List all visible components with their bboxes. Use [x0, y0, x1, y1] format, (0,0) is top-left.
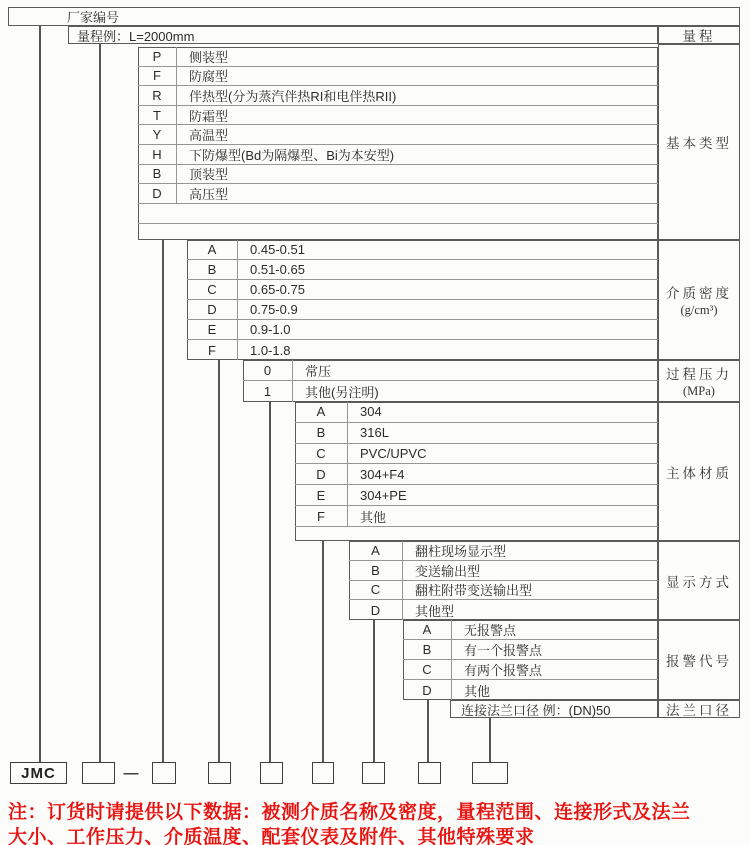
group-label-text: 主体材质 — [666, 465, 732, 481]
connector-display-mode — [373, 620, 375, 762]
option-code: D — [138, 184, 177, 203]
option-code: H — [138, 145, 177, 164]
option-row-medium-density-B — [187, 260, 658, 280]
manufacturer-code-row — [8, 7, 740, 26]
option-desc: 翻柱现场显示型 — [415, 543, 507, 559]
option-desc: 伴热型(分为蒸汽伴热RI和电伴热RII) — [189, 88, 397, 104]
group-label-flange-size — [658, 700, 740, 718]
option-code: B — [138, 165, 177, 184]
option-code: 0 — [243, 360, 293, 380]
model-separator: — — [123, 764, 139, 782]
option-row-display-mode-D — [349, 600, 658, 620]
option-code: A — [403, 620, 452, 639]
option-row-body-material-E — [295, 485, 658, 506]
group-label-subtext: (g/cm³) — [680, 303, 718, 317]
group-label-text: 报警代号 — [666, 654, 732, 669]
option-code: C — [349, 581, 403, 600]
option-row-basic-type-P — [138, 47, 658, 67]
option-desc: 304+PE — [360, 487, 407, 503]
option-row-basic-type-H — [138, 145, 658, 165]
option-code: B — [349, 561, 403, 580]
option-desc: 1.0-1.8 — [250, 342, 291, 358]
option-desc: 有一个报警点 — [464, 643, 543, 658]
connector-manufacturer — [39, 26, 41, 762]
group-label-text: 量程 — [682, 29, 716, 44]
connector-flange-size — [489, 718, 491, 762]
option-code: C — [295, 444, 348, 464]
option-row-medium-density-A — [187, 240, 658, 260]
option-desc: 0.51-0.65 — [250, 262, 305, 277]
option-row-basic-type-D — [138, 184, 658, 204]
group-label-text: 法兰口径 — [666, 703, 732, 718]
empty-row — [138, 204, 658, 224]
option-code: D — [349, 600, 403, 620]
group-label-text: 基本类型 — [666, 136, 732, 151]
option-code: A — [295, 402, 348, 422]
option-row-medium-density-E — [187, 320, 658, 340]
group-label-process-pressure — [658, 360, 740, 402]
order-box-alarm-code — [418, 762, 441, 784]
option-desc: 高温型 — [189, 128, 229, 144]
option-desc: 其他 — [360, 509, 387, 525]
option-row-body-material-A — [295, 402, 658, 423]
option-row-display-mode-B — [349, 561, 658, 581]
connector-range — [99, 44, 101, 762]
order-box-medium-density — [208, 762, 231, 784]
option-code: C — [403, 660, 452, 679]
option-code: F — [138, 67, 177, 86]
option-row-basic-type-R — [138, 86, 658, 106]
option-desc: 0.75-0.9 — [250, 302, 298, 317]
order-box-process-pressure — [260, 762, 283, 784]
option-desc: 其他 — [464, 683, 491, 699]
order-note-line1: 注：订货时请提供以下数据：被测介质名称及密度，量程范围、连接形式及法兰 — [8, 802, 691, 823]
empty-row — [295, 527, 658, 541]
option-code: D — [187, 300, 238, 319]
group-label-text: 显示方式 — [666, 574, 732, 590]
order-note-line2: 大小、工作压力、介质温度、配套仪表及附件、其他特殊要求 — [8, 827, 535, 845]
option-row-medium-density-D — [187, 300, 658, 320]
flange-size-text: 连接法兰口径 例：(DN)50 — [461, 702, 611, 718]
connector-alarm-code — [427, 700, 429, 762]
option-desc: 高压型 — [189, 186, 229, 202]
option-row-body-material-C — [295, 444, 658, 465]
option-code: E — [295, 485, 348, 505]
range-example-row — [68, 26, 658, 44]
order-box-flange-size — [472, 762, 508, 784]
option-row-medium-density-F — [187, 340, 658, 360]
option-row-display-mode-C — [349, 581, 658, 601]
option-code: T — [138, 106, 177, 125]
option-desc: 侧装型 — [189, 49, 229, 65]
option-desc: 常压 — [305, 363, 332, 379]
option-desc: 304 — [360, 404, 382, 420]
option-code: F — [187, 340, 238, 360]
group-label-range — [658, 26, 740, 44]
option-code: A — [187, 240, 238, 259]
option-row-basic-type-B — [138, 165, 658, 185]
option-code: R — [138, 86, 177, 105]
option-row-basic-type-F — [138, 67, 658, 87]
option-row-display-mode-A — [349, 541, 658, 561]
option-desc: 防腐型 — [189, 69, 229, 85]
option-row-process-pressure-0 — [243, 360, 658, 381]
option-row-body-material-B — [295, 423, 658, 444]
option-desc: 无报警点 — [464, 623, 517, 638]
option-code: 1 — [243, 381, 293, 402]
option-row-process-pressure-1 — [243, 381, 658, 402]
range-example-text: 量程例：L=2000mm — [77, 28, 195, 44]
group-label-text: 过程压力 — [666, 367, 732, 382]
option-desc: 翻柱附带变送输出型 — [415, 583, 533, 599]
option-code: B — [295, 423, 348, 443]
connector-basic-type — [162, 240, 164, 762]
order-box-basic-type — [152, 762, 176, 784]
option-row-body-material-D — [295, 464, 658, 485]
option-code: D — [295, 464, 348, 484]
option-desc: 其他型 — [415, 603, 455, 619]
option-row-alarm-code-B — [403, 640, 658, 660]
group-label-medium-density — [658, 240, 740, 360]
option-row-basic-type-T — [138, 106, 658, 126]
option-code: D — [403, 680, 452, 700]
option-code: Y — [138, 125, 177, 144]
group-label-body-material — [658, 402, 740, 541]
group-label-subtext: (MPa) — [683, 384, 715, 398]
option-desc: 防霜型 — [189, 108, 229, 124]
order-box-display-mode — [362, 762, 385, 784]
group-label-text: 介质密度 — [666, 286, 732, 301]
option-desc: 0.9-1.0 — [250, 322, 291, 337]
option-row-alarm-code-A — [403, 620, 658, 640]
group-label-alarm-code — [658, 620, 740, 700]
option-code: C — [187, 280, 238, 299]
option-code: P — [138, 47, 177, 66]
option-code: E — [187, 320, 238, 339]
option-row-alarm-code-C — [403, 660, 658, 680]
order-box-manufacturer — [10, 762, 67, 784]
option-desc: 0.45-0.51 — [250, 242, 305, 257]
option-row-medium-density-C — [187, 280, 658, 300]
connector-process-pressure — [269, 402, 271, 762]
order-box-range — [82, 762, 115, 784]
option-code: F — [295, 506, 348, 526]
connector-body-material — [322, 541, 324, 762]
order-box-body-material — [312, 762, 334, 784]
option-row-alarm-code-D — [403, 680, 658, 700]
option-code: A — [349, 541, 403, 560]
option-row-basic-type-Y — [138, 125, 658, 145]
option-code: B — [403, 640, 452, 659]
option-desc: 304+F4 — [360, 466, 405, 482]
option-desc: 变送输出型 — [415, 563, 481, 579]
option-desc: PVC/UPVC — [360, 446, 427, 462]
option-desc: 下防爆型(Bd为隔爆型、Bi为本安型) — [189, 147, 395, 163]
manufacturer-code-label: 厂家编号 — [67, 10, 120, 25]
group-label-basic-type — [658, 44, 740, 240]
connector-medium-density — [218, 360, 220, 762]
option-row-body-material-F — [295, 506, 658, 527]
flange-size-row — [450, 700, 658, 718]
option-desc: 0.65-0.75 — [250, 282, 305, 297]
option-code: B — [187, 260, 238, 279]
option-desc: 顶装型 — [189, 167, 229, 183]
model-prefix-label: JMC — [21, 764, 56, 782]
option-desc: 有两个报警点 — [464, 663, 543, 678]
option-desc: 其他(另注明) — [305, 385, 379, 400]
empty-row — [138, 224, 658, 240]
group-label-display-mode — [658, 541, 740, 620]
option-desc: 316L — [360, 425, 389, 441]
